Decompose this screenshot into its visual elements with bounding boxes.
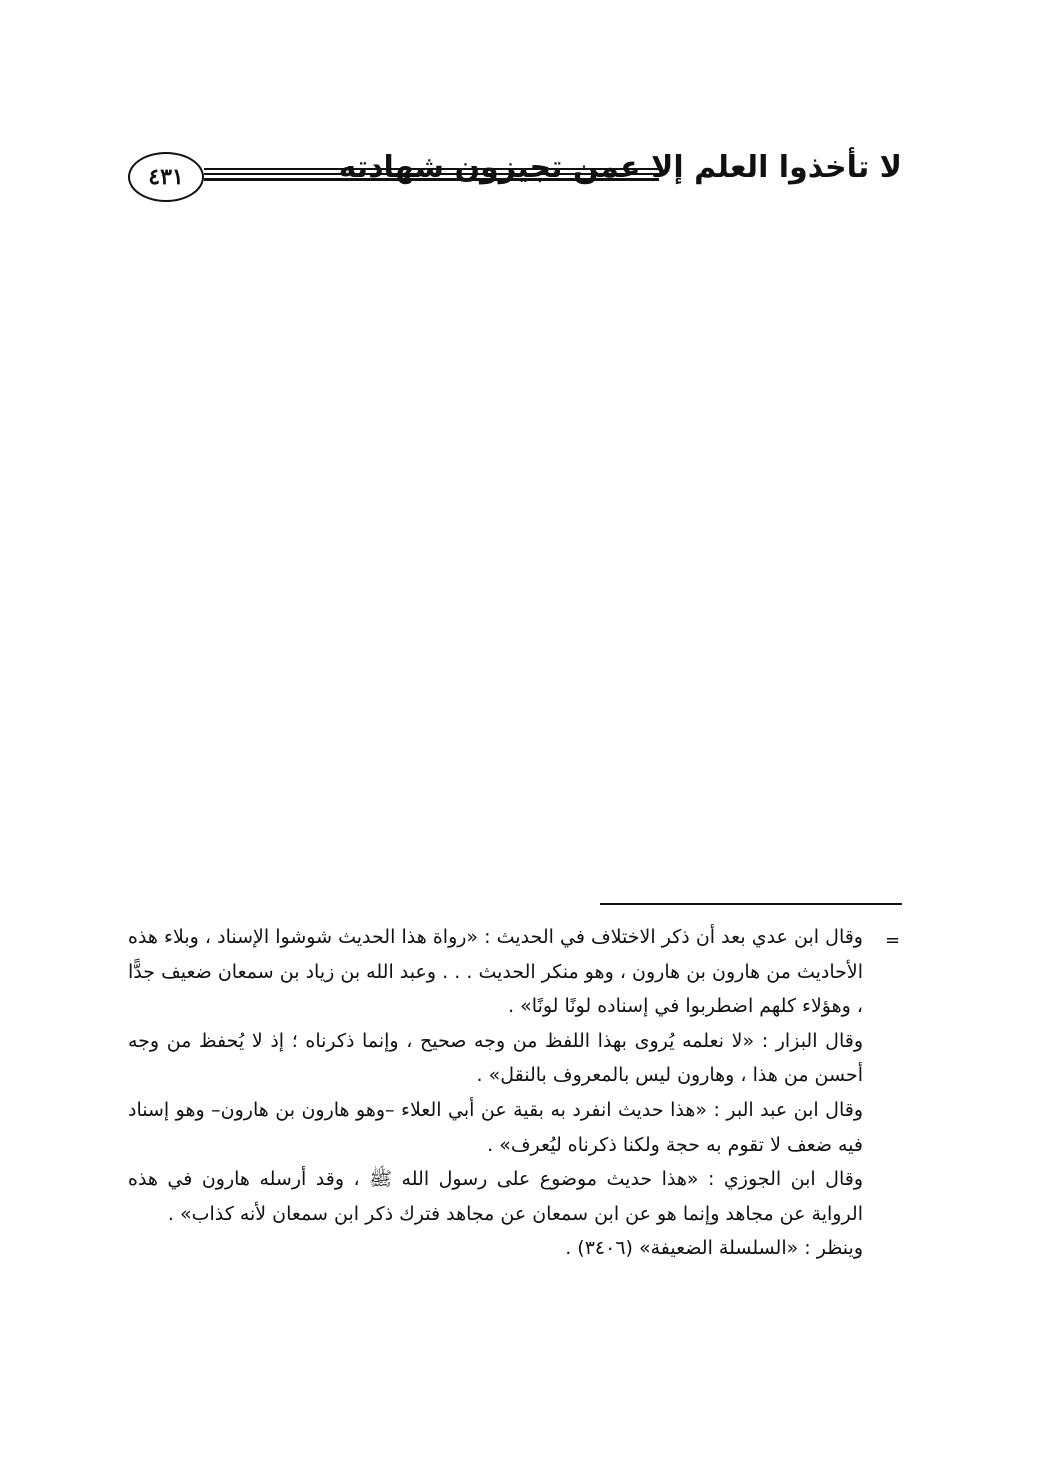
page-number: ٤٣١: [128, 152, 204, 202]
footnote-paragraph: وينظر : «السلسلة الضعيفة» (٣٤٠٦) .: [565, 1237, 863, 1260]
page-header: [128, 148, 908, 210]
footnote-paragraph: وقال ابن الجوزي : «هذا حديث موضوع على رسول الله ﷺ ، وقد أرسله هارون في هذه الرواية عن مجاهد وإنما هو عن ابن سمعان عن مجاهد فترك ذكر ابن سمعان لأنه كذاب» .: [128, 1168, 863, 1225]
running-title: لا تأخذوا العلم إلا عمن تجيزون شهادته: [338, 150, 902, 185]
footnote-block: [128, 920, 863, 1266]
footnote-paragraph: وقال ابن عدي بعد أن ذكر الاختلاف في الحديث : «رواة هذا الحديث شوشوا الإسناد ، وبلاء هذه الأحاديث من هارون بن هارون ، وهو منكر الحديث . . . وعبد الله بن زياد بن سمعان ضعيف جدًّا ، وهؤلاء كلهم اضطربوا في إسناده لونًا لونًا» .: [128, 926, 863, 1018]
footnote-separator: [600, 903, 902, 905]
footnote-paragraph: وقال البزار : «لا نعلمه يُروى بهذا اللفظ من وجه صحيح ، وإنما ذكرناه ؛ إذ لا يُحفظ من وجه أحسن من هذا ، وهارون ليس بالمعروف بالنقل» .: [128, 1029, 863, 1087]
footnote-continuation-mark: =: [885, 930, 901, 951]
footnote-paragraph: وقال ابن عبد البر : «هذا حديث انفرد به بقية عن أبي العلاء –وهو هارون بن هارون– وهو إسناد فيه ضعف لا تقوم به حجة ولكنا ذكرناه ليُعرف» .: [128, 1098, 863, 1156]
